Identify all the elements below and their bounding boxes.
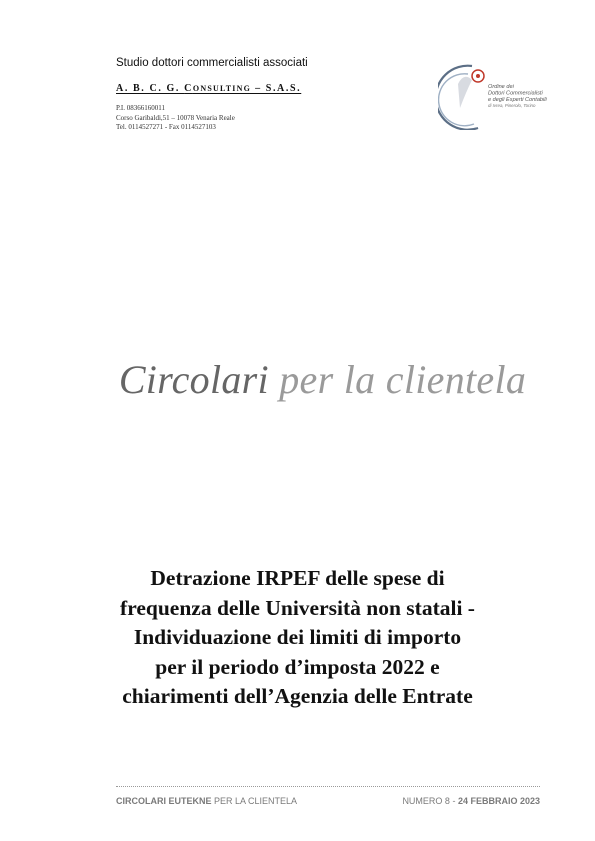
- document-title: [60, 564, 535, 712]
- title-line-5: chiarimenti dell’Agenzia delle Entrate: [122, 684, 473, 708]
- order-logo: [438, 62, 558, 130]
- logo-swirl: [458, 77, 472, 108]
- footer-series-rest: PER LA CLIENTELA: [211, 796, 298, 806]
- logo-text-2: Dottori Commercialisti: [488, 90, 543, 97]
- circular-headline: [0, 356, 595, 403]
- firm-name: [116, 83, 301, 94]
- footer-issue-number: NUMERO 8 -: [402, 796, 458, 806]
- headline-part-1: Circolari: [118, 357, 269, 402]
- logo-text-4: di Ivrea, Pinerolo, Torino: [488, 103, 536, 108]
- logo-text-3: e degli Esperti Contabili: [488, 97, 547, 103]
- title-line-1: Detrazione IRPEF delle spese di: [150, 566, 445, 590]
- contact-block: [116, 104, 235, 133]
- studio-name: Studio dottori commercialisti associati: [116, 57, 308, 69]
- phone-fax: Tel. 0114527271 - Fax 0114527103: [116, 123, 216, 131]
- address: Corso Garibaldi,51 – 10078 Venaria Reale: [116, 113, 235, 122]
- headline-part-2: per la clientela: [268, 357, 527, 402]
- title-line-4: per il periodo d’imposta 2022 e: [155, 654, 440, 679]
- vat-number: P.I. 08366160011: [116, 104, 165, 112]
- title-line-2: frequenza delle Università non statali -: [120, 595, 475, 620]
- logo-text-1: Ordine dei: [488, 84, 514, 90]
- firm-name-suffix: – S.A.S.: [251, 83, 302, 94]
- footer-series-bold: CIRCOLARI EUTEKNE: [116, 796, 212, 806]
- firm-name-initial: C: [184, 83, 193, 94]
- title-line-3: Individuazione dei limiti di importo: [133, 625, 462, 649]
- footer-divider: [116, 786, 540, 787]
- footer-series: [116, 796, 297, 806]
- footer-issue-date: 24 FEBBRAIO 2023: [457, 796, 540, 806]
- logo-emblem-dot: [476, 74, 480, 78]
- firm-name-smallcaps: ONSULTING: [192, 84, 251, 93]
- footer-issue: [392, 796, 540, 806]
- firm-name-part-a: A. B. C. G.: [116, 83, 185, 94]
